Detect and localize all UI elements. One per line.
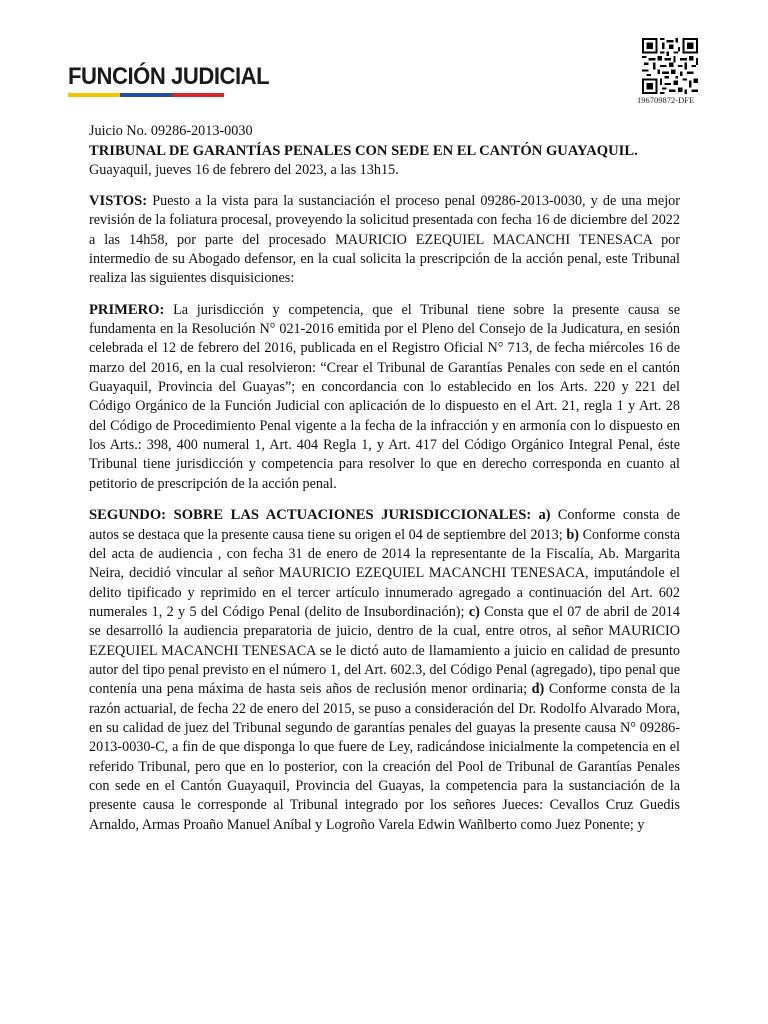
segundo-paragraph <box>89 506 680 835</box>
qr-code-icon <box>642 38 698 94</box>
vistos-paragraph <box>89 192 680 289</box>
item-d-text: Conforme consta de la razón actuarial, de fecha 22 de enero del 2015, se puso a consideración del Dr. Rodolfo Alvarado Mora, en su calidad de juez del Tribunal segundo de garantías penales del guayas la presente causa N° 09286-2013-0030-C, a fin de que disponga lo que fuere de Ley, radicándose inicialmente la competencia en el referido Tribunal, pero que en lo posterior, con la creación del Pool de Tribunal de Garantías Penales con sede en el Cantón Guayaquil, Provincia del Guayas, la competencia para la sustanciación de la presente causa le corresponde al Tribunal integrado por los señores Jueces: Cevallos Cruz Guedis Arnaldo, Armas Proaño Manuel Aníbal y Logroño Varela Edwin Wañlberto como Juez Ponente; y <box>89 681 680 833</box>
vistos-heading: VISTOS: <box>89 193 148 209</box>
item-b-text: Conforme consta del acta de audiencia , con fecha 31 de enero de 2014 la representante de la Fiscalía, Ab. Margarita Neira, decidió vincular al señor MAURICIO EZEQUIEL MACANCHI TENESACA, imputándole el delito tipificado y reprimido en el tercer artículo innumerado agregado a continuación del Art. 602 numerales 1, 2 y 5 del Código Penal (delito de Insubordinación); <box>89 526 680 620</box>
item-c-label: c) <box>468 603 480 620</box>
qr-code-label: 196709872-DFE <box>637 95 695 105</box>
logo-text: FUNCIÓN JUDICIAL <box>68 63 270 90</box>
item-a-text: Conforme consta de autos se destaca que la presente causa tiene su origen el 04 de septiembre del 2013; <box>89 507 680 543</box>
logo-bar-yellow <box>68 93 120 97</box>
item-a-label: a) <box>538 507 551 524</box>
logo-bar-red <box>172 93 224 97</box>
logo-flag-bar <box>68 93 224 97</box>
tribunal-title: TRIBUNAL DE GARANTÍAS PENALES CON SEDE EN EL CANTÓN GUAYAQUIL. <box>89 143 638 159</box>
segundo-heading: SEGUNDO: SOBRE LAS ACTUACIONES JURISDICCIONALES: <box>89 507 532 524</box>
item-d-label: d) <box>531 681 545 698</box>
vistos-text: Puesto a la vista para la sustanciación el proceso penal 09286-2013-0030, y de una mejor revisión de la foliatura procesal, proveyendo la solicitud presentada con fecha 16 de diciembre del 2022 a las 14h58, por parte del procesado MAURICIO EZEQUIEL MACANCHI TENESACA por intermedio de su Abogado defensor, en la cual solicita la prescripción de la acción penal, este Tribunal realiza las siguientes disquisiciones: <box>89 193 680 287</box>
primero-paragraph <box>89 301 680 494</box>
document-body <box>89 122 680 835</box>
item-c-text: Consta que el 07 de abril de 2014 se desarrolló la audiencia preparatoria de juicio, dentro de la cual, entre otros, al señor MAURICIO EZEQUIEL MACANCHI TENESACA se le dictó auto de llamamiento a juicio en calidad de presunto autor del tipo penal previsto en el número 1, del Art. 602.3, del Código Penal (agregado), tipo penal que contenía una pena máxima de hasta seis años de reclusión menor ordinaria; <box>89 603 680 698</box>
primero-text: La jurisdicción y competencia, que el Tribunal tiene sobre la presente causa se fundamenta en la Resolución N° 021-2016 emitida por el Pleno del Consejo de la Judicatura, en sesión celebrada el 12 de febrero del 2016, publicada en el Registro Oficial N° 713, de fecha miércoles 16 de marzo del 2016, en la cual resolvieron: “Crear el Tribunal de Garantías Penales con sede en el cantón Guayaquil, Provincia del Guayas”; en concordancia con lo establecido en los Arts. 220 y 221 del Código Orgánico de la Función Judicial con aplicación de lo dispuesto en el Art. 21, regla 1 y Art. 28 del Código de Procedimiento Penal vigente a la fecha de la infracción y en armonía con lo dispuesto en los Arts.: 398, 400 numeral 1, Art. 404 Regla 1, y Art. 417 del Código Orgánico Integral Penal, éste Tribunal tiene jurisdicción y competencia para resolver lo que en derecho corresponda en cuanto al petitorio de prescripción de la acción penal. <box>89 301 680 492</box>
primero-heading: PRIMERO: <box>89 301 165 318</box>
item-b-label: b) <box>566 526 579 543</box>
date-line: Guayaquil, jueves 16 de febrero del 2023, a las 13h15. <box>89 162 399 178</box>
logo-bar-blue <box>120 93 172 97</box>
funcion-judicial-logo <box>68 63 270 97</box>
case-number: Juicio No. 09286-2013-0030 <box>89 123 253 139</box>
